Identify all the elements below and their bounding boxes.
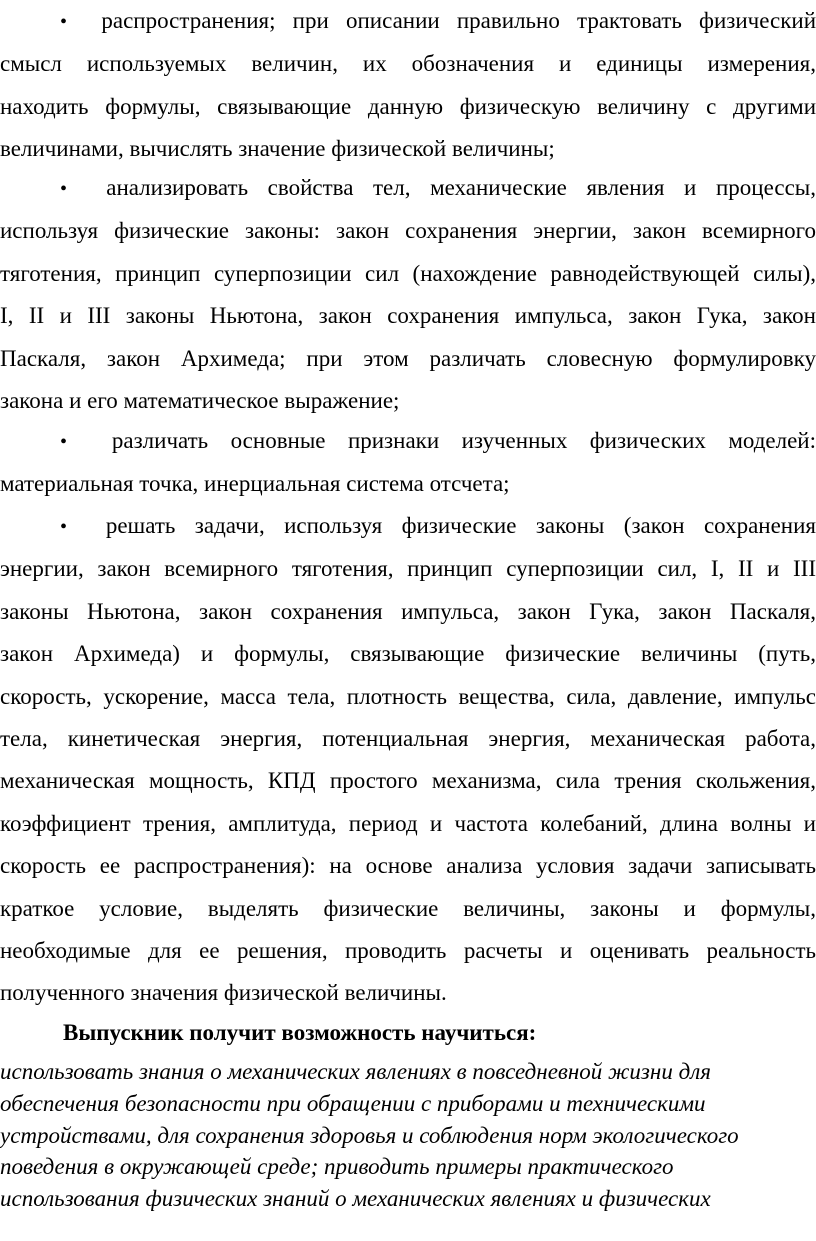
section-heading: Выпускник получит возможность научиться: [63,1020,537,1045]
text-line: закона и его математическое выражение; [0,388,400,414]
text-line [0,420,816,463]
bullet-paragraph-3 [0,420,816,506]
text-line: Паскаля, закон Архимеда; при этом различать словесную формулировку [0,345,816,371]
text-line: законы Ньютона, закон сохранения импульса, закон Гука, закон Паскаля, [0,598,816,624]
text-line: механическая мощность, КПД простого механизма, сила трения скольжения, [0,768,816,794]
text-line-content: анализировать свойства тел, механические явления и процессы, [106,175,816,200]
bullet-paragraph-2 [0,167,816,422]
text-line-content: различать основные признаки изученных физических моделей: [111,428,816,453]
italic-line: устройствами, для сохранения здоровья и соблюдения норм экологического [0,1122,739,1148]
text-line: тяготения, принцип суперпозиции сил (нахождение равнодействующей силы), [0,260,816,286]
bullet-icon: • [60,11,68,33]
text-line-content: решать задачи, используя физические законы (закон сохранения [105,513,816,538]
text-line: материальная точка, инерциальная система отсчета; [0,471,510,497]
text-line [0,505,816,548]
italic-line: использовать знания о механических явлениях в повседневной жизни для [0,1059,711,1084]
text-line: находить формулы, связывающие данную физическую величину с другими [0,93,816,119]
text-line: полученного значения физической величины. [0,980,447,1006]
text-line: скорость, ускорение, масса тела, плотность вещества, сила, давление, импульс [0,683,816,709]
italic-line: обеспечения безопасности при обращении с приборами и техническими [0,1090,706,1116]
text-line: коэффициент трения, амплитуда, период и частота колебаний, длина волны и [0,810,816,836]
italic-line: использования физических знаний о механических явлениях и физических [0,1186,711,1212]
italic-paragraph [0,1056,816,1215]
text-line: энергии, закон всемирного тяготения, принцип суперпозиции сил, I, II и III [0,556,816,582]
italic-line: поведения в окружающей среде; приводить примеры практического [0,1154,674,1180]
text-line [0,0,816,43]
text-line-content: распространения; при описании правильно трактовать физический [101,8,816,33]
bullet-paragraph-1 [0,0,816,171]
text-line: используя физические законы: закон сохранения энергии, закон всемирного [0,218,816,244]
bullet-icon: • [60,516,68,538]
text-line [0,167,816,210]
bullet-icon: • [60,178,68,200]
bullet-icon: • [60,431,68,453]
text-line: необходимые для ее решения, проводить расчеты и оценивать реальность [0,938,816,964]
text-line: I, II и III законы Ньютона, закон сохранения импульса, закон Гука, закон [0,303,816,329]
text-line: смысл используемых величин, их обозначения и единицы измерения, [0,51,816,77]
text-line: скорость ее распространения): на основе анализа условия задачи записывать [0,853,816,879]
text-line: краткое условие, выделять физические величины, законы и формулы, [0,895,816,921]
bullet-paragraph-4 [0,505,816,1015]
text-line: тела, кинетическая энергия, потенциальная энергия, механическая работа, [0,726,816,752]
text-line: закон Архимеда) и формулы, связывающие физические величины (путь, [0,641,816,667]
text-line: величинами, вычислять значение физической величины; [0,136,555,162]
